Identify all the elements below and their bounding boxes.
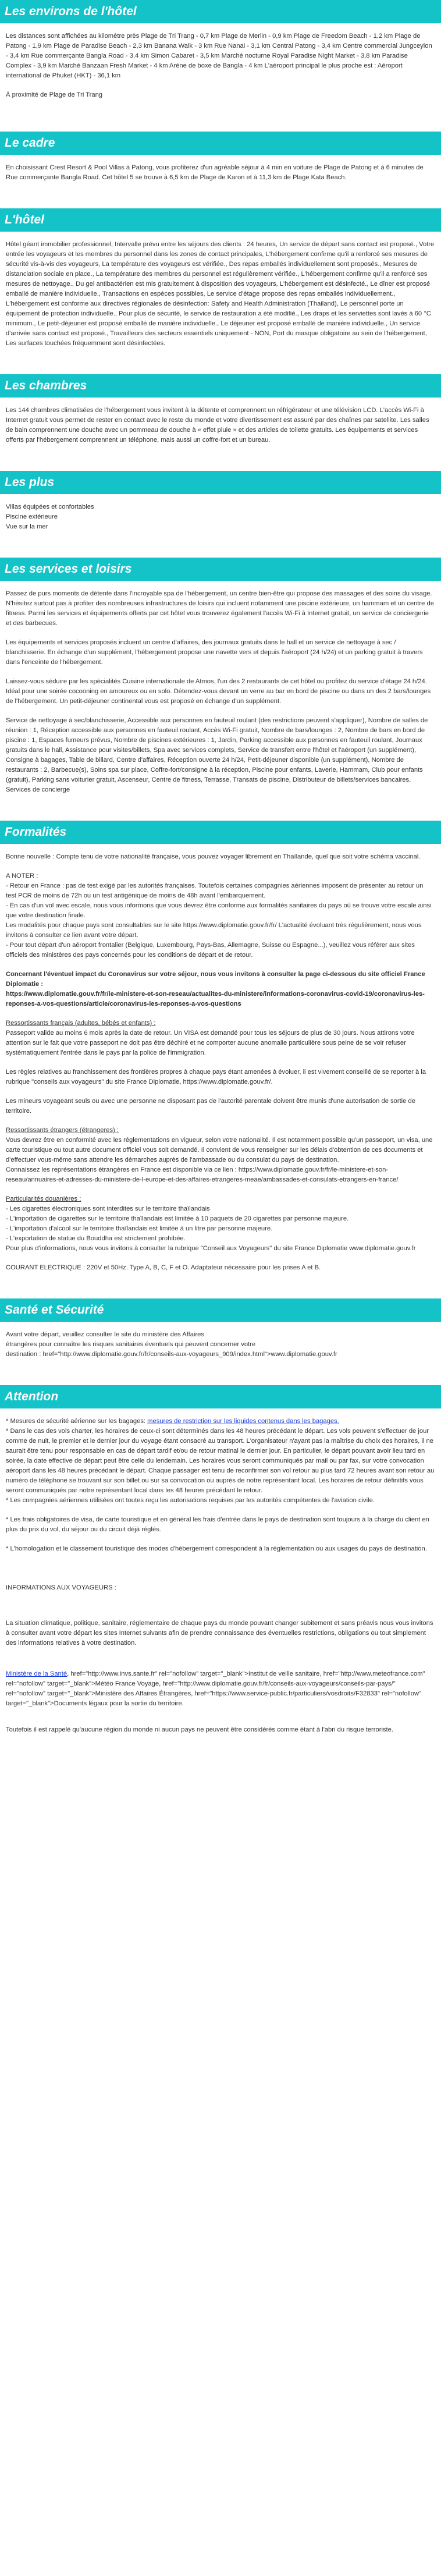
securite-aerienne-text: * Mesures de sécurité aérienne sur les bagages: (6, 1418, 148, 1425)
sante-line: étrangères pour connaître les risques sanitaires éventuels qui peuvent concerner votre (6, 1341, 256, 1348)
a-noter-modalites: Les modalités pour chaque pays sont consultables sur le site https://www.diplomatie.gouv.fr/fr/ L'actualité évoluant très régulièrement, nous vous invitons à consulter ce lien avant votre départ. (6, 922, 422, 939)
douane-item: - L'exportation de statue du Bouddha est strictement prohibée. (6, 1235, 186, 1242)
douane-item: - L'importation d'alcool sur le territoire thaïlandais est limitée à un litre par personne majeure. (6, 1225, 273, 1232)
section-title-formalites: Formalités (0, 821, 441, 844)
hotel-text: Hôtel géant immobilier professionnel, Intervalle prévu entre les séjours des clients : 24 heures, Un service de départ sans contact est proposé., Votre entrée les voyageurs et les membres du personnel dans les zones de contact principales, L'hébergement confirme qu'il a renforcé ses mesures de sécurité vis-à-vis des voyageurs, La température des voyageurs est vérifiée., Des repas emballés individuellement sont proposés., Mesures de distanciation sociale en place., La température des membres du personnel est régulièrement vérifiée., L'hébergement confirme qu'il a renforcé ses mesures de nettoyage., Du gel antibactérien est mis gratuitement à disposition des voyageurs, L'hébergement est désinfecté., Le dîner est proposé emballé de manière individuelle., Transactions en espèces possibles, Le service d'étage propose des repas emballés individuellement., L'hébergement est conforme aux directives régionales de désinfection: Safety and Health Administration (Thailand), Le personnel porte un équipement de protection individuelle., Pour plus de sécurité, le service de restauration a été modifié., Les draps et les serviettes sont lavés à 60 °C minimum., Le petit-déjeuner est proposé emballé de manière individuelle., Le déjeuner est proposé emballé de manière individuelle., Un service d'arrivée sans contact est proposé., Travailleurs des secteurs essentiels uniquement - NON, Port du masque obligatoire au sein de l'hébergement, Les surfaces touchées fréquemment sont désinfectées. (6, 241, 435, 347)
section-title-cadre: Le cadre (0, 132, 441, 155)
risque-terroriste-text: Toutefois il est rappelé qu'aucune région du monde ni aucun pays ne peuvent être considérés comme étant à l'abri du risque terroriste. (6, 1726, 393, 1733)
douane-item: - L'importation de cigarettes sur le territoire thaïlandais est limitée à 10 paquets de 20 cigarettes par personne majeure. (6, 1215, 349, 1222)
vols-charter-text: * Dans le cas des vols charter, les horaires de ceux-ci sont déterminés dans les 48 heures précédant le départ. Les vols peuvent s'effectuer de jour comme de nuit, le premier et le dernier jour du voyage étant consacré au transport. L'organisateur n'ayant pas la maîtrise du choix des horaires, il ne saurait être tenu pour responsable en cas de départ tardif et/ou de retour matinal le dernier jour. En particulier, le départ pouvant avoir lieu tard en soirée, la date effective de départ peut être celle du lendemain. Les horaires vous seront communiqués par mail ou par fax, sur votre convocation aéroport dans les 48 heures précédant le départ. Chaque passager est tenu de reconfirmer son vol retour au plus tard 72 heures avant son retour au numéro de téléphone se trouvant sur son billet ou sur sa convocation ou auprès de notre représentant local. Les horaires de retour définitifs vous seront communiqués par notre représentant local dans les 48 heures précédant le retour. (6, 1428, 435, 1494)
section-hotel (0, 208, 441, 360)
infos-voyageurs-title: INFORMATIONS AUX VOYAGEURS : (6, 1584, 116, 1591)
formalites-intro: Bonne nouvelle : Compte tenu de votre nationalité française, vous pouvez voyager librement en Thaïlande, quel que soit votre schéma vaccinal. (6, 853, 421, 860)
services-equipements: Les équipements et services proposés incluent un centre d'affaires, des journaux gratuits dans le hall et un service de nettoyage à sec / blanchisserie. En échange d'un supplément, l'hébergement propose une navette vers et depuis l'aéroport (24 h/24) et un parking gratuit à travers dans l'enceinte de l'hébergement. (6, 639, 423, 666)
courant-electrique: COURANT ELECTRIQUE : 220V et 50Hz. Type A, B, C, F et O. Adaptateur nécessaire pour les prises A et B. (6, 1264, 321, 1271)
a-noter-frontalier: - Pour tout départ d'un aéroport frontalier (Belgique, Luxembourg, Pays-Bas, Allemagne, Suisse ou Espagne...), veuillez vous référer aux sites officiels des ministères des pays concernés pour les conditions de départ et de retour. (6, 942, 415, 959)
section-title-attention: Attention (0, 1385, 441, 1408)
plus-item: Vue sur la mer (6, 523, 48, 530)
section-environs (0, 0, 441, 112)
section-title-hotel: L'hôtel (0, 208, 441, 232)
sante-line: Avant votre départ, veuillez consulter le site du ministère des Affaires (6, 1331, 204, 1338)
douane-item: - Les cigarettes électroniques sont interdites sur le territoire thaïlandais (6, 1205, 210, 1212)
etrangers-text: Vous devrez être en conformité avec les réglementations en vigueur, selon votre nationalité. Il est notamment possible qu'un passeport, un visa, une carte touristique ou tout autre document officiel vous soit demandé. Il convient de vous renseigner sur les délais d'obtention de ces documents et d'effectuer vous-même sans attendre les démarches auprès de l'ambassade ou du consulat du pays de destination. (6, 1137, 433, 1163)
section-sante (0, 1298, 441, 1371)
services-liste: Service de nettoyage à sec/blanchisserie, Accessible aux personnes en fauteuil roulant (des restrictions peuvent s'appliquer), Nombre de salles de réunion : 1, Réception accessible aux personnes en fauteuil roulant, Accès Wi-Fi gratuit, Nombre de bars/lounges : 2, Nombre de bars en bord de piscine : 1, Espaces fumeurs prévus, Nombre de piscines extérieures : 1, Jardin, Parking accessible aux personnes en fauteuil roulant, Journaux gratuits dans le hall, Assistance pour visites/billets, Spa avec services complets, Service de transfert entre l'hôtel et l'aéroport (un supplément), Consigne à bagages, Table de billard, Centre d'affaires, Réception ouverte 24 h/24, Petit-déjeuner disponible (un supplément), Nombre de restaurants : 2, Barbecue(s), Soins spa sur place, Coffre-fort/consigne à la réception, Piscine pour enfants, Laverie, Hammam, Club pour enfants (gratuit), Parking sans voiturier gratuit, Ascenseur, Centre de fitness, Terrasse, Transats de piscine, Distributeur de billets/services bancaires, Services de concierge (6, 717, 428, 793)
plus-item: Piscine extérieure (6, 513, 58, 520)
chambres-text: Les 144 chambres climatisées de l'hébergement vous invitent à la détente et comprennent un réfrigérateur et une télévision LCD. L'accès Wi-Fi à Internet gratuit vous permet de rester en contact avec le reste du monde et votre divertissement est assuré par des chaînes par satellite. Les salles de bain comprennent une douche avec un pommeau de douche à « effet pluie » et des articles de toilette gratuits. Les équipements et services offerts par l'hébergement comprennent un téléphone, mais aussi un coffre-fort et un bureau. (6, 407, 429, 443)
environs-proximite: À proximité de Plage de Tri Trang (6, 91, 103, 98)
ressortissants-text: Passeport valide au moins 6 mois après la date de retour. Un VISA est demandé pour tous les séjours de plus de 30 jours. Nous attirons votre attention sur le fait que votre passeport ne doit pas être déchiré et ne comporter aucune anomalie particulière sous peine de se voir refuser systématiquement l'entrée dans le pays par la police de l'immigration. (6, 1030, 415, 1056)
douane-title: Particularités douanières : (6, 1195, 81, 1202)
services-restauration: Laissez-vous séduire par les spécialités Cuisine internationale de Atmos, l'un des 2 restaurants de cet hôtel ou profitez du service d'étage 24 h/24. Idéal pour une soirée cocooning en amoureux ou en solo. Détendez-vous devant un verre au bar en bord de piscine ou dans un des 2 bars/lounges de l'hébergement. Un petit-déjeuner continental vous est proposé en échange d'un supplément. (6, 678, 431, 705)
cadre-text: En choisissant Crest Resort & Pool Villas à Patong, vous profiterez d'un agréable séjour à 4 min en voiture de Plage de Patong et à 6 minutes de Rue commerçante Bangla Road. Cet hôtel 5 se trouve à 6,5 km de Plage de Karon et à 11,3 km de Plage Kata Beach. (6, 164, 424, 181)
section-attention (0, 1385, 441, 1747)
section-title-plus: Les plus (0, 471, 441, 494)
a-noter-title: A NOTER : (6, 872, 38, 879)
plus-item: Villas équipées et confortables (6, 503, 94, 510)
section-title-chambres: Les chambres (0, 374, 441, 398)
section-title-sante: Santé et Sécurité (0, 1298, 441, 1322)
douane-info: Pour plus d'informations, nous vous invitons à consulter la rubrique "Conseil aux Voyageurs" du site France Diplomatie www.diplomatie.gouv.fr (6, 1245, 416, 1252)
compagnies-text: * Les compagnies aériennes utilisées ont toutes reçu les autorisations requises par les autorités compétentes de l'aviation civile. (6, 1497, 375, 1504)
a-noter-escale: - En cas d'un vol avec escale, nous vous informons que vous devrez être conforme aux formalités sanitaires du pays où se trouve votre escale ainsi que votre destination finale. (6, 902, 432, 919)
services-spa: Passez de purs moments de détente dans l'incroyable spa de l'hébergement, un centre bien-être qui propose des massages et des soins du visage. N'hésitez surtout pas à profiter des nombreuses infrastructures de loisirs qui incluent notamment une piscine extérieure, un hammam et un centre de fitness. Parmi les services et équipements offerts par cet hôtel vous trouverez également l'accès Wi-Fi à Internet gratuit, un service de conciergerie et des barbecues. (6, 590, 434, 627)
section-cadre (0, 132, 441, 194)
sites-liens-text: , href="http://www.invs.sante.fr" rel="nofollow" target="_blank">Institut de veille sanitaire, href="http://www.meteofrance.com" rel="nofollow" target="_blank">Météo France Voyage, href="http://www.diplomatie.gouv.fr/fr/conseils-aux-voyageurs/conseils-par-pays/" rel="nofollow" target="_blank">Ministère des Affaires Étrangères, href="https://www.service-public.fr/particuliers/vosdroits/F32833" rel="nofollow" target="_blank">Documents légaux pour la sortie du territoire. (6, 1670, 425, 1707)
section-title-services: Les services et loisirs (0, 558, 441, 581)
situation-text: La situation climatique, politique, sanitaire, réglementaire de chaque pays du monde pouvant changer subitement et sans préavis nous vous invitons à consulter avant votre départ les sites Internet suivants afin de prendre connaissance des éventuelles restrictions, obligations ou tout simplement des informations relatives à votre destination. (6, 1620, 433, 1647)
section-chambres (0, 374, 441, 457)
frais-visa-text: * Les frais obligatoires de visa, de carte touristique et en général les frais d'entrée dans le pays de destination sont toujours à la charge du client en plus du prix du vol, du séjour ou du circuit déjà réglés. (6, 1516, 429, 1533)
etrangers-title: Ressortissants étrangers (étrangeres) : (6, 1127, 119, 1134)
section-formalites (0, 821, 441, 1285)
homologation-text: * L'homologation et le classement touristique des modes d'hébergement correspondent à la réglementation ou aux usages du pays de destination. (6, 1545, 427, 1552)
covid-link[interactable]: https://www.diplomatie.gouv.fr/fr/le-ministere-et-son-reseau/actualites-du-ministere/informations-coronavirus-covid-19/coronavirus-les-reponses-a-vos-questions/article/coronavirus-les-reponses-a-vos-questions (6, 991, 425, 1007)
ministere-sante-link[interactable]: Ministère de la Santé (6, 1670, 67, 1677)
sante-line: destination : href="http://www.diplomatie.gouv.fr/fr/conseils-aux-voyageurs_909/index.html">www.diplomatie.gouv.fr (6, 1351, 337, 1358)
section-title-environs: Les environs de l'hôtel (0, 0, 441, 23)
mineurs-text: Les mineurs voyageant seuls ou avec une personne ne disposant pas de l'autorité parentale doivent être munis d'une autorisation de sortie de territoire. (6, 1098, 415, 1115)
section-plus (0, 471, 441, 544)
section-services (0, 558, 441, 807)
etrangers-representations: Connaissez les représentations étrangères en France est disponible via ce lien : https://www.diplomatie.gouv.fr/fr/le-ministere-et-son-reseau/annuaires-et-adresses-du-ministere-de-l-europe-et-des-affaires-etrangeres-meae/ambassades-et-consulats-etrangers-en-france/ (6, 1166, 399, 1183)
environs-distances: Les distances sont affichées au kilomètre près Plage de Tri Trang - 0,7 km Plage de Merlin - 0,9 km Plage de Freedom Beach - 1,2 km Plage de Patong - 1,9 km Plage de Paradise Beach - 2,3 km Banana Walk - 3 km Rue Nanai - 3,1 km Central Patong - 3,4 km Centre commercial Jungceylon - 3,4 km Rue commerçante Bangla Road - 3,4 km Simon Cabaret - 3,5 km Marché nocturne Royal Paradise Night Market - 3,8 km Paradise Complex - 3,9 km Marché Banzaan Fresh Market - 4 km Arène de boxe de Bangla - 4 km L'aéroport principal le plus proche est : Aéroport international de Phuket (HKT) - 36,1 km (6, 33, 432, 79)
a-noter-retour: - Retour en France : pas de test exigé par les autorités françaises. Toutefois certaines compagnies aériennes imposent de présenter au retour un test PCR de moins de 72h ou un test antigénique de moins de 48h avant l'embarquement. (6, 882, 424, 899)
regles-frontieres: Les règles relatives au franchissement des frontières propres à chaque pays étant amenées à évoluer, il est vivement conseillé de se reporter à la rubrique "conseils aux voyageurs" du site France Diplomatie, https://www.diplomatie.gouv.fr/. (6, 1069, 426, 1085)
covid-note: Concernant l'éventuel impact du Coronavirus sur votre séjour, nous vous invitons à consulter la page ci-dessous du site officiel France Diplomatie : (6, 971, 425, 988)
liquides-link[interactable]: mesures de restriction sur les liquides contenus dans les bagages. (147, 1418, 339, 1425)
ressortissants-title: Ressortissants français (adultes, bébés et enfants) : (6, 1020, 156, 1027)
